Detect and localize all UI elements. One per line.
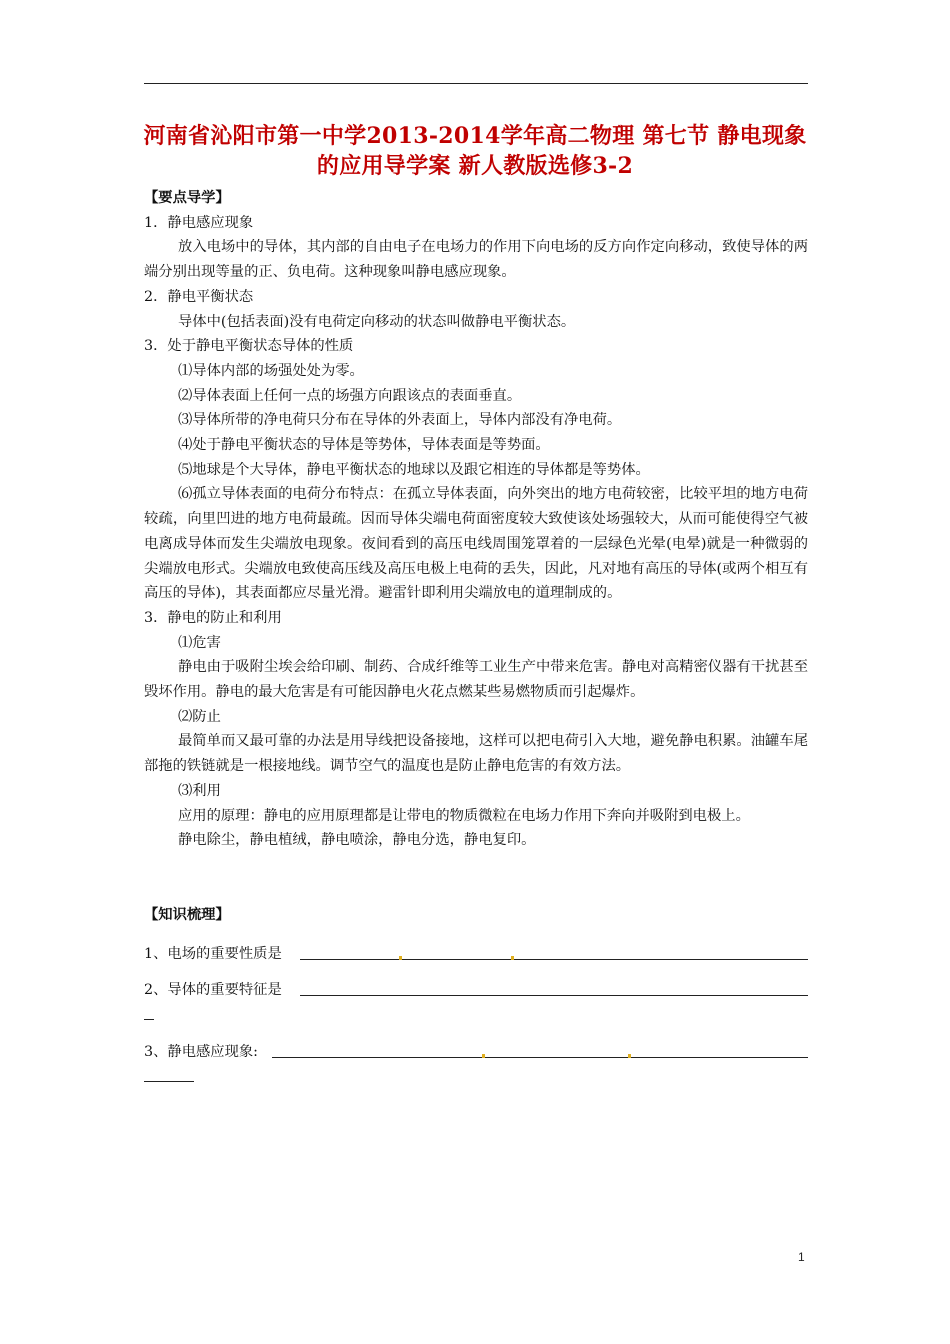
answer-line-mark bbox=[482, 1054, 485, 1058]
section-1-title: 1．静电感应现象 bbox=[144, 214, 254, 231]
property-item-3: ⑶导体所带的净电荷只分布在导体的外表面上，导体内部没有净电荷。 bbox=[178, 412, 622, 429]
usage-examples-paragraph: 静电除尘，静电植绒，静电喷涂，静电分选，静电复印。 bbox=[178, 832, 536, 849]
document-body bbox=[144, 186, 808, 1082]
property-item-6: ⑹孤立导体表面的电荷分布特点：在孤立导体表面，向外突出的地方电荷较密，比较平坦的地方电荷较疏，向里凹进的地方电荷最疏。因而导体尖端电荷面密度较大致使该处场强较大，从而可能使得空气被电离成导体而发生尖端放电现象。夜间看到的高压电线周围笼罩着的一层绿色光晕(电晕)就是一种微弱的尖端放电形式。尖端放电致使高压线及高压电极上电荷的丢失，因此，凡对地有高压的导体(或两个相互有高压的导体)，其表面都应尽量光滑。避雷针即利用尖端放电的道理制成的。 bbox=[144, 486, 808, 602]
question-2-answer-line[interactable] bbox=[300, 995, 808, 996]
question-2-continuation-line bbox=[144, 1019, 154, 1020]
section-4-title: 3．静电的防止和利用 bbox=[144, 609, 282, 626]
question-3-continuation-line bbox=[144, 1081, 194, 1082]
property-item-2: ⑵导体表面上任何一点的场强方向跟该点的表面垂直。 bbox=[178, 387, 522, 404]
document-title bbox=[130, 121, 820, 181]
title-line-2: 的应用导学案 新人教版选修3-2 bbox=[316, 153, 634, 179]
answer-line-mark bbox=[628, 1054, 631, 1058]
question-1-label: 1、电场的重要性质是 bbox=[144, 945, 282, 962]
property-item-1: ⑴导体内部的场强处处为零。 bbox=[178, 362, 364, 379]
section-2-title: 2．静电平衡状态 bbox=[144, 288, 254, 305]
question-1-row bbox=[144, 942, 808, 964]
hazard-paragraph: 静电由于吸附尘埃会给印刷、制药、合成纤维等工业生产中带来危害。静电对高精密仪器有干扰甚至毁坏作用。静电的最大危害是有可能因静电火花点燃某些易燃物质而引起爆炸。 bbox=[144, 659, 808, 701]
usage-heading: ⑶利用 bbox=[178, 782, 221, 799]
question-3-answer-line[interactable] bbox=[272, 1057, 808, 1058]
knowledge-header: 【知识梳理】 bbox=[144, 906, 230, 923]
question-1-answer-line[interactable] bbox=[300, 959, 808, 960]
title-line-1: 河南省沁阳市第一中学2013-2014学年高二物理 第七节 静电现象 bbox=[143, 123, 807, 149]
hazard-heading: ⑴危害 bbox=[178, 634, 221, 651]
property-item-5: ⑸地球是个大导体，静电平衡状态的地球以及跟它相连的导体都是等势体。 bbox=[178, 461, 650, 478]
answer-line-mark bbox=[511, 956, 514, 960]
page-number: 1 bbox=[798, 1250, 805, 1264]
question-2-label: 2、导体的重要特征是 bbox=[144, 981, 282, 998]
section-3-title: 3．处于静电平衡状态导体的性质 bbox=[144, 338, 354, 355]
section-2-paragraph: 导体中(包括表面)没有电荷定向移动的状态叫做静电平衡状态。 bbox=[178, 313, 576, 330]
prevention-heading: ⑵防止 bbox=[178, 708, 221, 725]
section-1-paragraph: 放入电场中的导体，其内部的自由电子在电场力的作用下向电场的反方向作定向移动，致使导体的两端分别出现等量的正、负电荷。这种现象叫静电感应现象。 bbox=[144, 239, 808, 281]
answer-line-mark bbox=[399, 956, 402, 960]
question-3-label: 3、静电感应现象: bbox=[144, 1043, 258, 1060]
header-rule bbox=[144, 83, 808, 84]
usage-principle-paragraph: 应用的原理：静电的应用原理都是让带电的物质微粒在电场力作用下奔向并吸附到电极上。 bbox=[178, 807, 750, 824]
guide-header: 【要点导学】 bbox=[144, 190, 230, 206]
prevention-paragraph: 最简单而又最可靠的办法是用导线把设备接地，这样可以把电荷引入大地，避免静电积累。油罐车尾部拖的铁链就是一根接地线。调节空气的温度也是防止静电危害的有效方法。 bbox=[144, 733, 808, 775]
question-2-row bbox=[144, 978, 808, 1000]
property-item-4: ⑷处于静电平衡状态的导体是等势体，导体表面是等势面。 bbox=[178, 437, 550, 454]
question-3-row bbox=[144, 1040, 808, 1062]
